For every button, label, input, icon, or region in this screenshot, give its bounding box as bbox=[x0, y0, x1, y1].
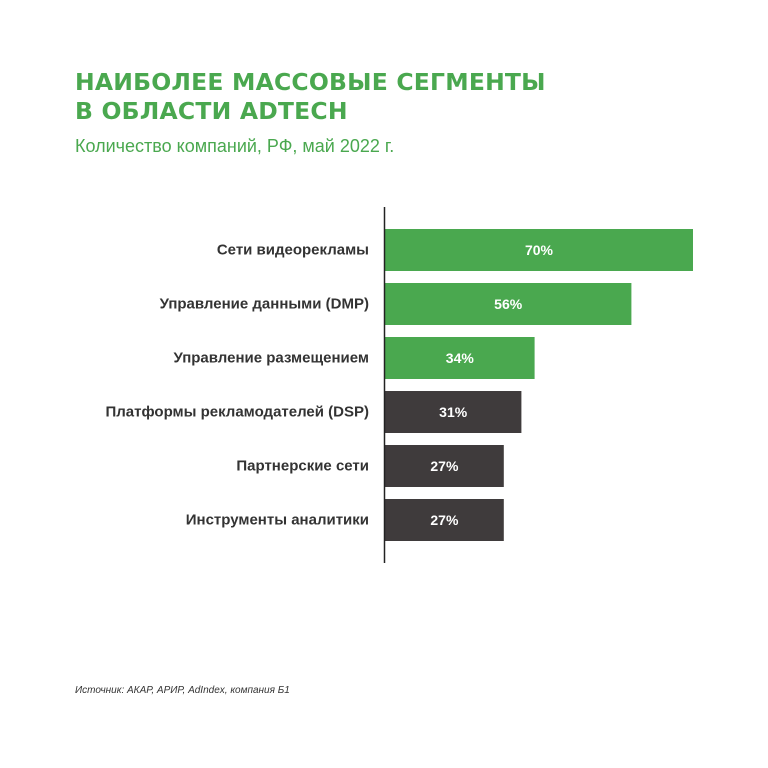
category-label-4: Платформы рекламодателей (DSP) bbox=[105, 403, 369, 421]
bars-group bbox=[105, 229, 693, 541]
category-label-6: Инструменты аналитики bbox=[185, 511, 369, 529]
source-note: Источник: АКАР, АРИР, AdIndex, компания Б1 bbox=[75, 685, 290, 696]
chart-subtitle: Количество компаний, РФ, май 2022 г. bbox=[75, 136, 395, 156]
value-label-1: 70% bbox=[524, 242, 554, 258]
category-label-3: Управление размещением bbox=[173, 349, 369, 367]
chart-title-line-2: В ОБЛАСТИ ADTECH bbox=[75, 97, 348, 125]
category-label-1: Сети видеорекламы bbox=[216, 241, 369, 259]
category-label-5: Партнерские сети bbox=[236, 457, 369, 475]
value-label-6: 27% bbox=[430, 512, 459, 528]
value-label-3: 34% bbox=[445, 350, 474, 366]
category-label-2: Управление данными (DMP) bbox=[159, 295, 369, 313]
chart-title-line-1: НАИБОЛЕЕ МАССОВЫЕ СЕГМЕНТЫ bbox=[75, 68, 546, 96]
value-label-2: 56% bbox=[494, 296, 523, 312]
value-label-4: 31% bbox=[439, 404, 468, 420]
value-label-5: 27% bbox=[430, 458, 459, 474]
